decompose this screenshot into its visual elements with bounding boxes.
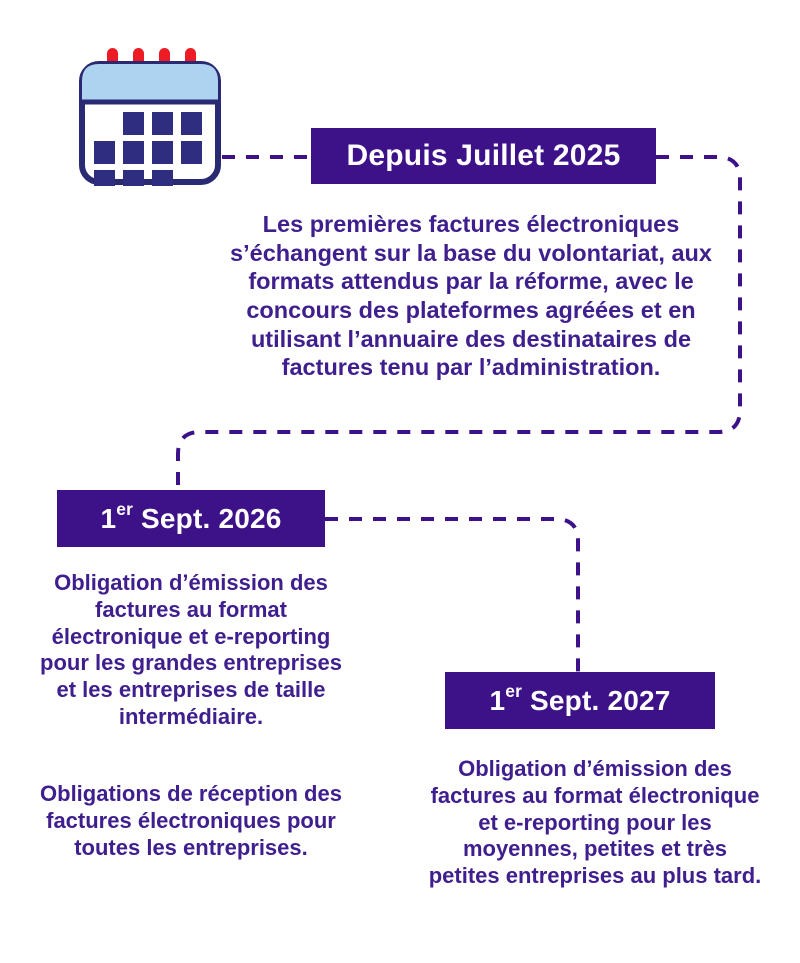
- date-chip-2026: [57, 490, 325, 547]
- date-chip-2026-label: 1er Sept. 2026: [100, 499, 282, 534]
- ordinal-suffix: er: [116, 499, 134, 520]
- milestone-2026-paragraph-2: Obligations de réception des factures électroniques pour toutes les entreprises.: [40, 781, 342, 860]
- milestone-2027-paragraph: Obligation d’émission des factures au format électronique et e-reporting pour les moyennes, petites et très petites entreprises au plus tard.: [428, 756, 762, 889]
- ordinal-suffix: er: [505, 681, 523, 702]
- date-chip-2027: [445, 672, 715, 729]
- date-chip-2025-label: Depuis Juillet 2025: [346, 139, 621, 172]
- date-chip-2025: [311, 128, 656, 184]
- connector-2026-to-2027: [325, 519, 578, 672]
- milestone-2025-paragraph: Les premières factures électroniques s’échangent sur la base du volontariat, aux formats attendus par la réforme, avec le concours des plateformes agréées et en utilisant l’annuaire des destinataires de factures tenu par l’administration.: [230, 211, 712, 381]
- date-chip-2027-label: 1er Sept. 2027: [489, 681, 671, 716]
- milestone-2026-paragraph-1: Obligation d’émission des factures au format électronique et e-reporting pour les grandes entreprises et les entreprises de taille intermédiaire.: [40, 570, 342, 730]
- calendar-icon: [78, 46, 222, 186]
